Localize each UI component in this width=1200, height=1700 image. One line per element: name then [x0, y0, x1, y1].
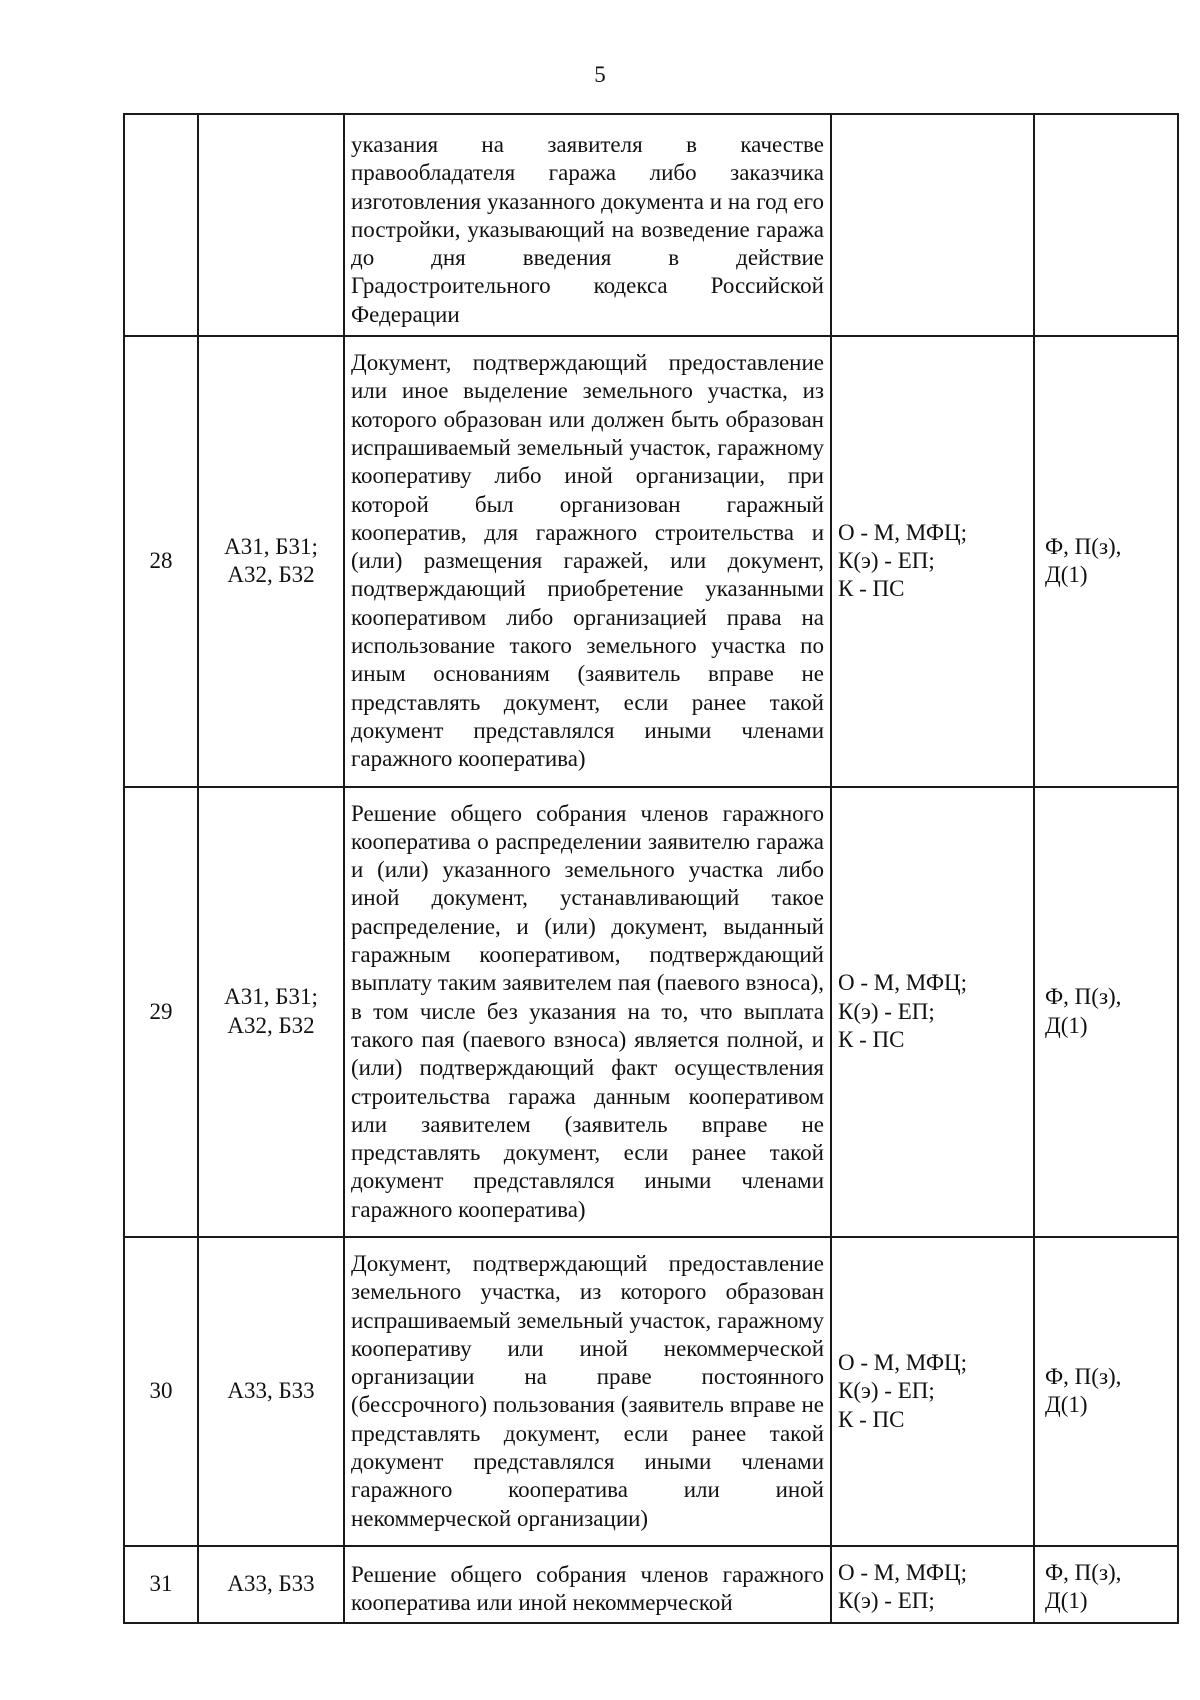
- document-description-cell: [344, 114, 831, 336]
- row-number-cell: 29: [124, 787, 198, 1237]
- document-category-cell: Ф, П(з), Д(1): [1034, 1237, 1178, 1546]
- applicant-codes-cell: А33, Б33: [198, 1237, 344, 1546]
- document-description-cell: [344, 787, 831, 1237]
- document-category-cell: Ф, П(з), Д(1): [1034, 787, 1178, 1237]
- document-description: Документ, подтверждающий предоставление или иное выделение земельного участка, из которого образован или должен быть образован испрашиваемый земельный участок, гаражному кооперативу либо иной организации, при которой был организован гаражный кооператив, для гаражного строительства и (или) размещения гаражей, или документ, подтверждающий приобретение указанными кооперативом либо организацией права на использование такого земельного участка по иным основаниям (заявитель вправе не представлять документ, если ранее такой документ представлялся иными членами гаражного кооператива): [351, 350, 824, 772]
- row-number-cell: 30: [124, 1237, 198, 1546]
- applicant-codes-cell: А33, Б33: [198, 1546, 344, 1623]
- row-number-cell: 28: [124, 336, 198, 786]
- document-description: указания на заявителя в качестве правообладателя гаража либо заказчика изготовления указанного документа и на год его постройки, указывающий на возведение гаража до дня введения в действие Градостроительного кодекса Российской Федерации: [351, 132, 824, 327]
- applicant-codes-cell: А31, Б31; А32, Б32: [198, 787, 344, 1237]
- row-number-cell: [124, 114, 198, 336]
- applicant-codes-cell: А31, Б31; А32, Б32: [198, 336, 344, 786]
- table-row: [124, 336, 1178, 786]
- document-description-cell: [344, 1237, 831, 1546]
- document-description: Документ, подтверждающий предоставление земельного участка, из которого образован испрашиваемый земельный участок, гаражному кооперативу или иной некоммерческой организации на праве постоянного (бессрочного) пользования (заявитель вправе не представлять документ, если ранее такой документ представлялся иными членами гаражного кооператива или иной некоммерческой организации): [351, 1250, 824, 1531]
- documents-table: [123, 113, 1179, 1624]
- submission-form-cell: О - М, МФЦ; К(э) - ЕП;: [831, 1546, 1034, 1623]
- document-category-cell: Ф, П(з), Д(1): [1034, 336, 1178, 786]
- table-row: [124, 1237, 1178, 1546]
- applicant-codes-cell: [198, 114, 344, 336]
- table-row: [124, 114, 1178, 336]
- document-description: Решение общего собрания членов гаражного кооператива или иной некоммерческой: [351, 1561, 824, 1616]
- table-row: [124, 1546, 1178, 1623]
- submission-form-cell: О - М, МФЦ; К(э) - ЕП; К - ПС: [831, 336, 1034, 786]
- document-description: Решение общего собрания членов гаражного кооператива о распределении заявителю гаража и (или) указанного земельного участка либо иной документ, устанавливающий такое распределение, и (или) документ, выданный гаражным кооперативом, подтверждающий выплату таким заявителем пая (паевого взноса), в том числе без указания на то, что выплата такого пая (паевого взноса) является полной, и (или) подтверждающий факт осуществления строительства гаража данным кооперативом или заявителем (заявитель вправе не представлять документ, если ранее такой документ представлялся иными членами гаражного кооператива): [351, 800, 824, 1222]
- table-row: [124, 787, 1178, 1237]
- document-description-cell: [344, 1546, 831, 1623]
- page-number: 5: [594, 62, 606, 87]
- submission-form-cell: О - М, МФЦ; К(э) - ЕП; К - ПС: [831, 1237, 1034, 1546]
- submission-form-cell: О - М, МФЦ; К(э) - ЕП; К - ПС: [831, 787, 1034, 1237]
- document-description-cell: [344, 336, 831, 786]
- submission-form-cell: [831, 114, 1034, 336]
- document-category-cell: [1034, 114, 1178, 336]
- row-number-cell: 31: [124, 1546, 198, 1623]
- document-category-cell: Ф, П(з), Д(1): [1034, 1546, 1178, 1623]
